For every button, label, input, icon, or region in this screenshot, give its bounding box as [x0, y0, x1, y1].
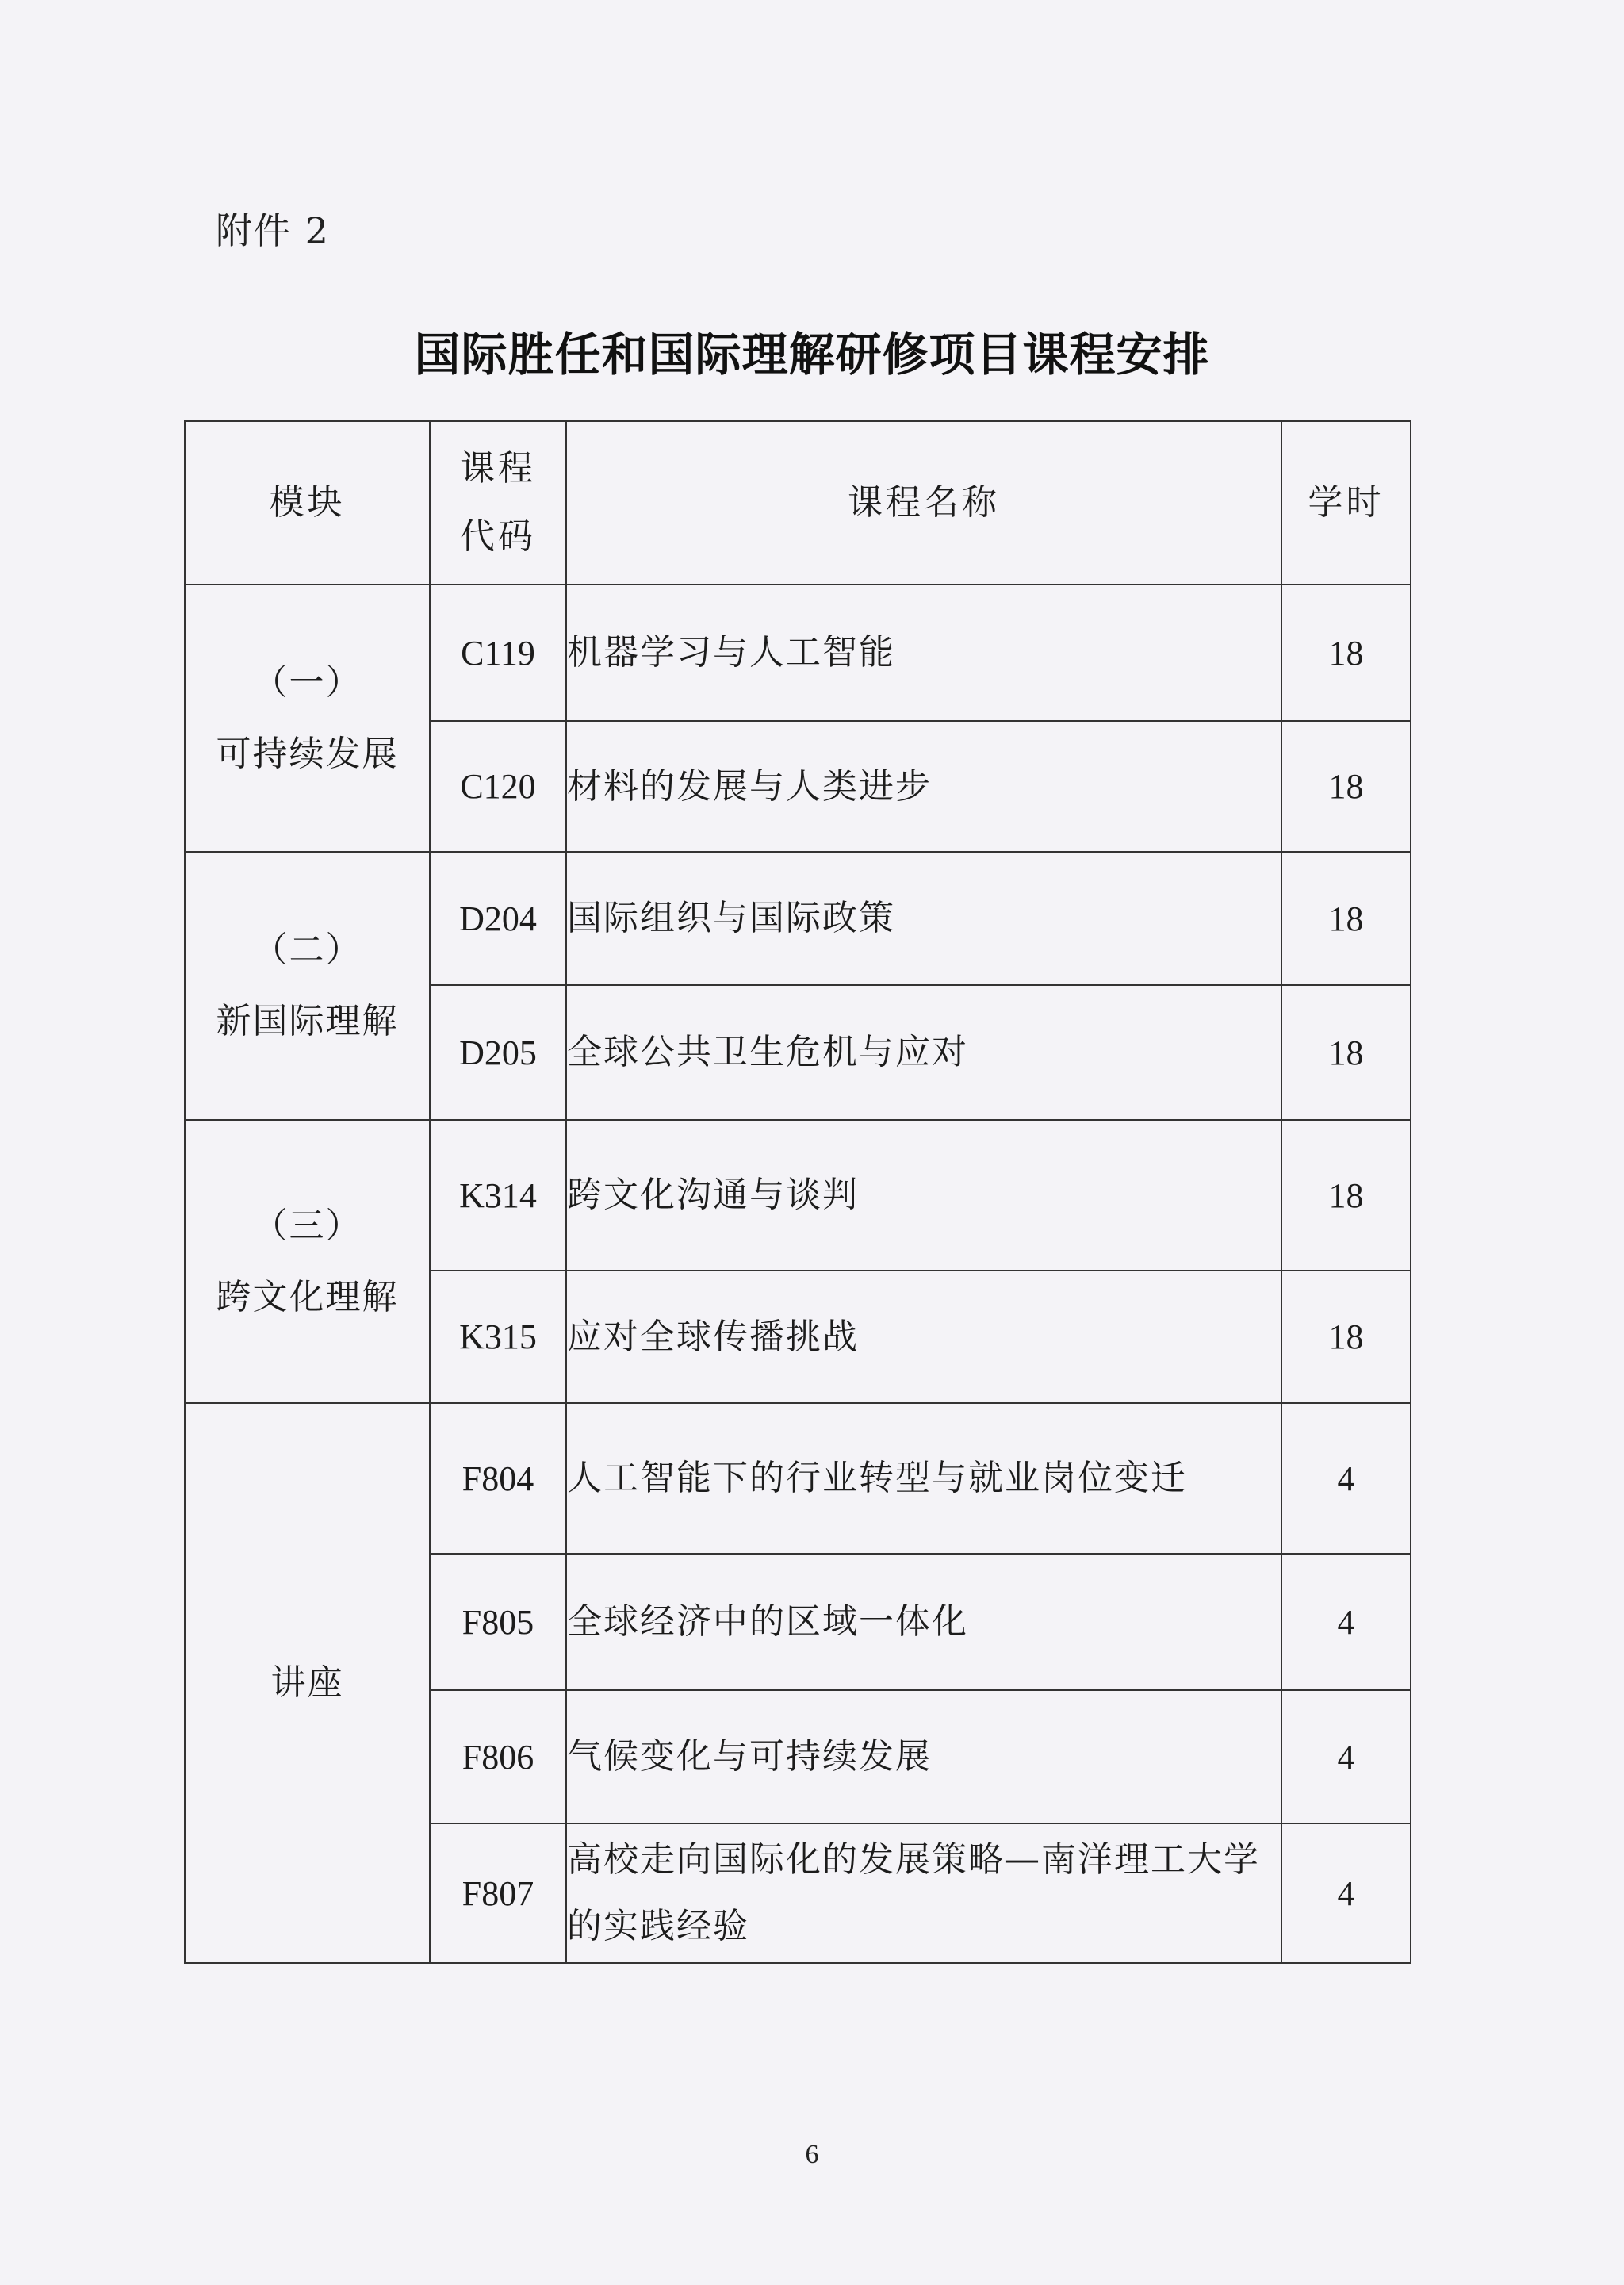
header-name: 课程名称 — [566, 421, 1281, 585]
course-name: 人工智能下的行业转型与就业岗位变迁 — [566, 1403, 1281, 1554]
course-name: 国际组织与国际政策 — [566, 852, 1281, 985]
module-cell-4 — [185, 1403, 430, 1963]
course-code: F804 — [430, 1403, 566, 1554]
course-code: F806 — [430, 1690, 566, 1823]
module-name: 跨文化理解 — [216, 1276, 399, 1317]
module-name: 新国际理解 — [216, 1001, 399, 1041]
module-name: 可持续发展 — [216, 733, 399, 774]
course-name: 气候变化与可持续发展 — [566, 1690, 1281, 1823]
table-header-row — [185, 421, 1411, 585]
course-hours: 4 — [1281, 1403, 1411, 1554]
header-module: 模块 — [185, 421, 430, 585]
course-hours: 18 — [1281, 585, 1411, 721]
attachment-label: 附件 2 — [216, 209, 330, 252]
module-number: （三） — [252, 1205, 362, 1246]
course-schedule-table — [184, 420, 1411, 1964]
course-hours: 18 — [1281, 1271, 1411, 1403]
course-name: 机器学习与人工智能 — [566, 585, 1281, 721]
module-number: （二） — [252, 930, 362, 970]
course-code: C120 — [430, 721, 566, 852]
course-code: K315 — [430, 1271, 566, 1403]
course-code: F807 — [430, 1823, 566, 1963]
course-name: 全球经济中的区域一体化 — [566, 1554, 1281, 1690]
page-number: 6 — [805, 2140, 819, 2169]
course-hours: 4 — [1281, 1823, 1411, 1963]
course-hours: 18 — [1281, 985, 1411, 1120]
course-name: 跨文化沟通与谈判 — [566, 1120, 1281, 1271]
table-row — [185, 1120, 1411, 1271]
course-hours: 18 — [1281, 721, 1411, 852]
course-code: D205 — [430, 985, 566, 1120]
course-code: C119 — [430, 585, 566, 721]
module-number: （一） — [252, 661, 362, 703]
table-row — [185, 852, 1411, 985]
module-name: 讲座 — [270, 1662, 344, 1703]
module-cell-1 — [185, 585, 430, 852]
course-hours: 18 — [1281, 852, 1411, 985]
course-name: 应对全球传播挑战 — [566, 1271, 1281, 1403]
course-name: 材料的发展与人类进步 — [566, 721, 1281, 852]
header-code — [430, 421, 566, 585]
course-code: D204 — [430, 852, 566, 985]
header-code-line1: 课程 — [460, 448, 536, 489]
document-title: 国际胜任和国际理解研修项目课程安排 — [414, 328, 1210, 381]
header-code-line2: 代码 — [460, 516, 536, 557]
module-cell-3 — [185, 1120, 430, 1403]
table-row — [185, 585, 1411, 721]
course-name: 全球公共卫生危机与应对 — [566, 985, 1281, 1120]
module-cell-2 — [185, 852, 430, 1120]
course-hours: 4 — [1281, 1690, 1411, 1823]
table-row — [185, 1403, 1411, 1554]
course-hours: 4 — [1281, 1554, 1411, 1690]
header-hours: 学时 — [1281, 421, 1411, 585]
course-code: K314 — [430, 1120, 566, 1271]
course-code: F805 — [430, 1554, 566, 1690]
course-hours: 18 — [1281, 1120, 1411, 1271]
course-name: 高校走向国际化的发展策略—南洋理工大学的实践经验 — [566, 1823, 1281, 1963]
